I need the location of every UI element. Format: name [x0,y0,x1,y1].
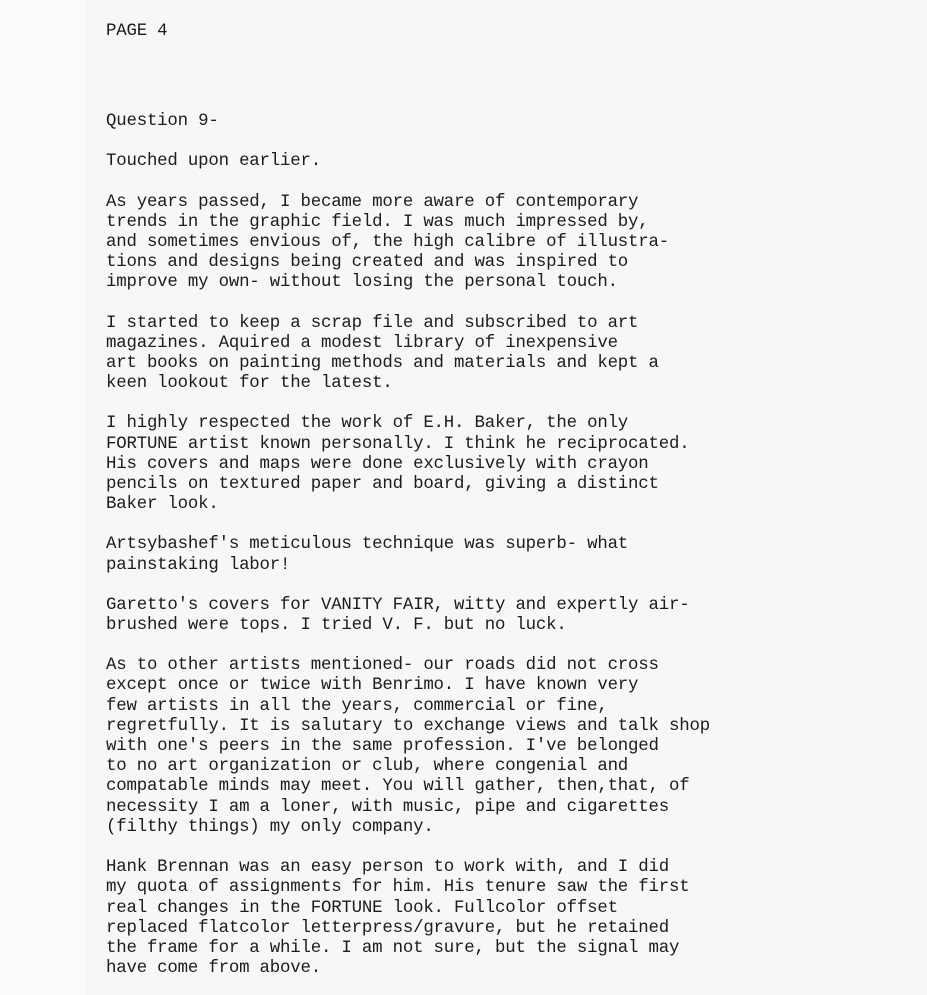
text-line: magazines. Aquired a modest library of inexpensive [106,333,618,353]
text-line: few artists in all the years, commercial or fine, [106,696,608,716]
paragraph-2 [106,193,906,294]
text-line: (filthy things) my only company. [106,817,434,837]
paragraph-7 [106,656,906,838]
paragraph-6 [106,596,906,636]
text-line: brushed were tops. I tried V. F. but no luck. [106,616,567,636]
text-line: my quota of assignments for him. His tenure saw the first [106,878,690,898]
paragraph-5 [106,535,906,575]
text-line: I started to keep a scrap file and subscribed to art [106,313,639,333]
text-line: improve my own- without losing the personal touch. [106,273,618,293]
text-line: Artsybashef's meticulous technique was superb- what [106,535,629,555]
text-line: pencils on textured paper and board, giving a distinct [106,475,659,495]
text-line: to no art organization or club, where congenial and [106,757,629,777]
paragraph-8 [106,858,906,979]
text-line: Baker look. [106,495,219,515]
text-line: and sometimes envious of, the high calibre of illustra- [106,233,669,253]
text-line: necessity I am a loner, with music, pipe and cigarettes [106,797,669,817]
text-line: regretfully. It is salutary to exchange views and talk shop [106,716,710,736]
text-line: FORTUNE artist known personally. I think he reciprocated. [106,434,690,454]
text-line: with one's peers in the same profession. I've belonged [106,737,659,757]
text-line: Garetto's covers for VANITY FAIR, witty and expertly air- [106,595,690,615]
text-line: His covers and maps were done exclusively with crayon [106,454,649,474]
text-line: replaced flatcolor letterpress/gravure, but he retained [106,918,669,938]
paragraph-4 [106,414,906,515]
text-line: As years passed, I became more aware of contemporary [106,192,639,212]
text-line: the frame for a while. I am not sure, but the signal may [106,938,680,958]
text-line: have come from above. [106,959,321,979]
text-line: As to other artists mentioned- our roads did not cross [106,656,659,676]
paragraph-3 [106,314,906,395]
text-line: compatable minds may meet. You will gather, then,that, of [106,777,690,797]
text-line: tions and designs being created and was inspired to [106,253,629,273]
text-line: trends in the graphic field. I was much impressed by, [106,212,649,232]
page-number: PAGE 4 [106,22,168,41]
text-line: except once or twice with Benrimo. I have known very [106,676,639,696]
paragraph-1 [106,152,906,172]
question-heading: Question 9- [106,112,219,132]
text-line: keen lookout for the latest. [106,374,393,394]
text-line: painstaking labor! [106,555,291,575]
typewritten-text [106,22,906,979]
text-line: art books on painting methods and materials and kept a [106,354,659,374]
text-line: I highly respected the work of E.H. Baker, the only [106,414,629,434]
text-line: real changes in the FORTUNE look. Fullcolor offset [106,898,618,918]
text-line: Touched upon earlier. [106,152,321,172]
text-line: Hank Brennan was an easy person to work with, and I did [106,858,669,878]
